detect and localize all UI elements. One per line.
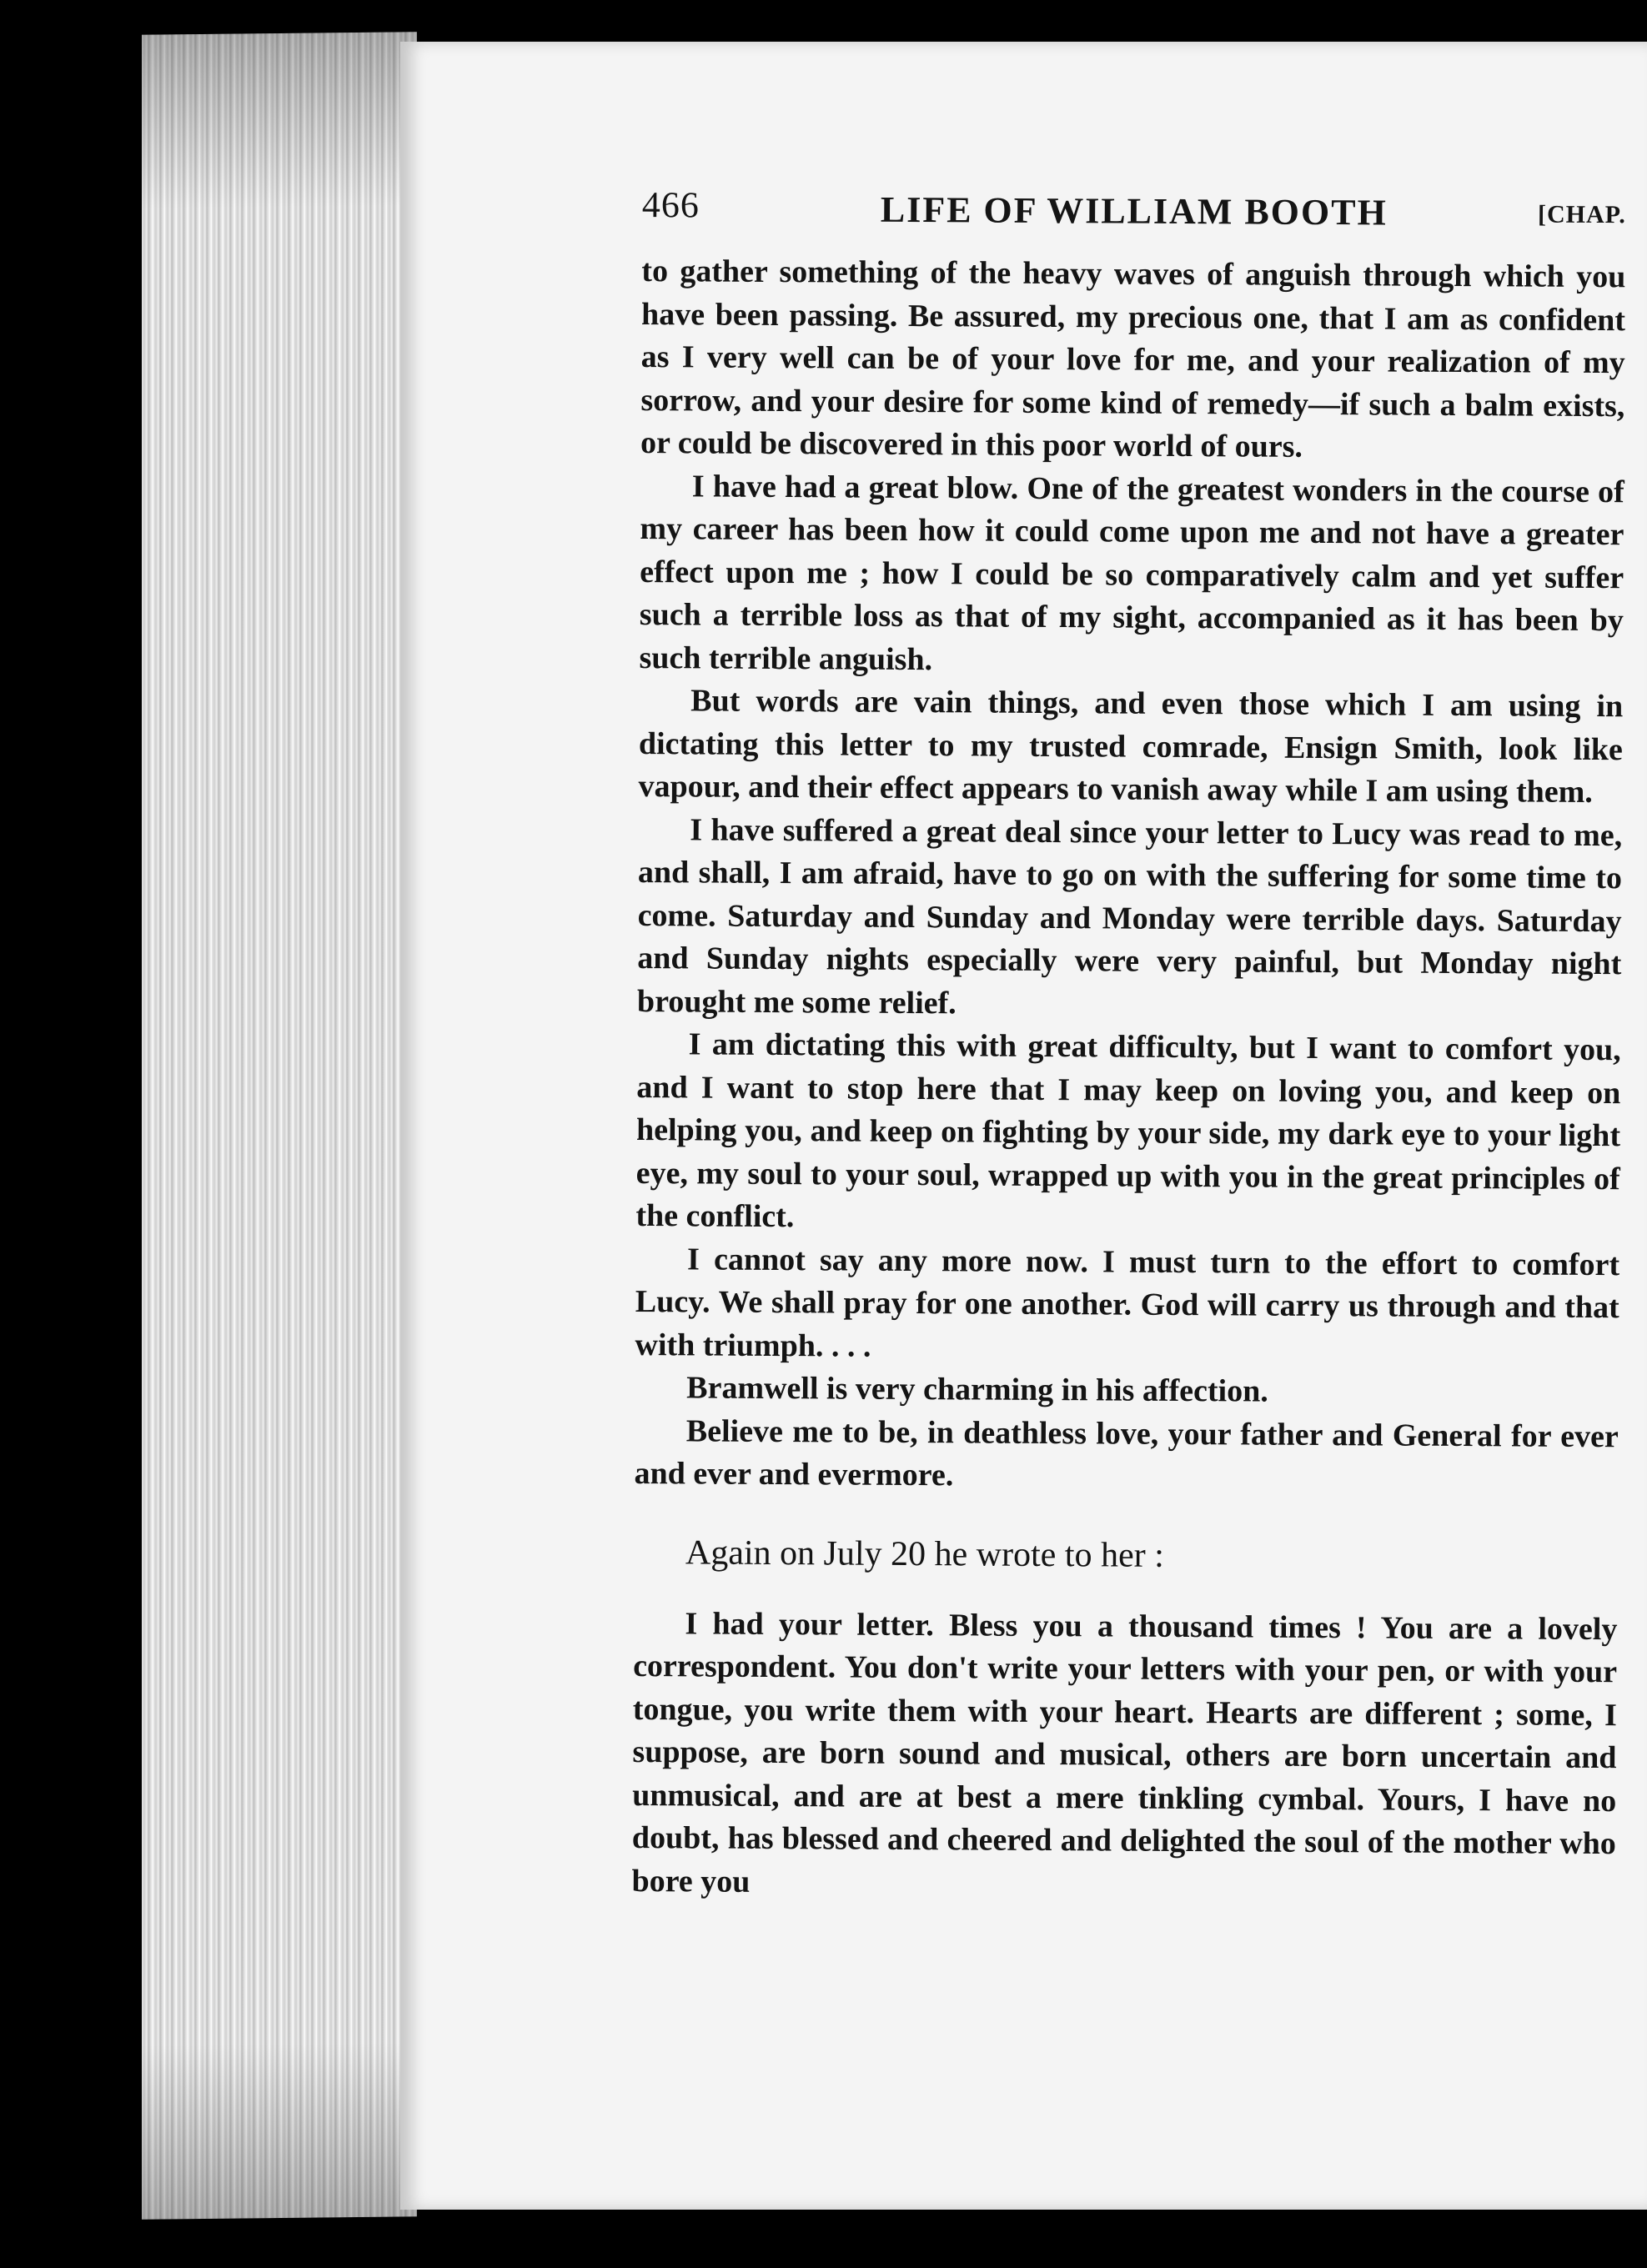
letter-two [631,1602,1617,1909]
letter-paragraph: Bramwell is very charming in his affection. [686,1370,1268,1409]
page-number: 466 [641,183,700,226]
running-title: LIFE OF WILLIAM BOOTH [880,188,1388,233]
letter-one [634,250,1625,1502]
running-head [642,183,1626,256]
letter-paragraph: I am dictating this with great difficulty, but I want to comfort you, and I want to stop here that I may keep on loving you, and keep on helping you, and keep on fighting by your side, my dark eye to your light eye, my soul to your soul, wrapped up with you in the great principles of the conflict. [635,1026,1621,1235]
page-stack-edge [142,32,417,2219]
book-page [400,42,1647,2210]
chapter-mark: [CHAP. [1537,200,1626,229]
letter-paragraph: I have suffered a great deal since your letter to Lucy was read to me, and shall, I am afraid, have to go on with the suffering for some time to come. Saturday and Sunday and Monday were terrible days. Saturday and Sunday nights especially were very painful, but Monday night brought me some relief. [636,811,1623,1021]
letter-paragraph: I have had a great blow. One of the greatest wonders in the course of my career has been how it could come upon me and not have a greater effect upon me ; how I could be so comparatively calm and yet suffer such a terrible loss as that of my sight, accompanied as it has been by such terrible anguish. [639,468,1624,677]
page-content [631,183,1626,1909]
narrative-intro: Again on July 20 he wrote to her : [685,1533,1164,1575]
letter-paragraph: I had your letter. Bless you a thousand times ! You are a lovely correspondent. You don't write your letters with your pen, or with your tongue, you write them with your heart. Hearts are different ; some, I suppose, are born sound and musical, others are born uncertain and unmusical, and are at best a mere tinkling cymbal. Yours, I have no doubt, has blessed and cheered and delighted the soul of the mother who bore you [631,1605,1618,1899]
letter-paragraph: But words are vain things, and even those which I am using in dictating this letter to my trusted comrade, Ensign Smith, look like vapour, and their effect appears to vanish away while I am using them. [638,683,1624,810]
letter-paragraph: to gather something of the heavy waves of anguish through which you have been passing. Be assured, my precious one, that I am as confident as I very well can be of your love for me, and your realization of my sorrow, and your desire for some kind of remedy—if such a balm exists, or could be discovered in this poor world of ours. [640,253,1626,464]
letter-paragraph: I cannot say any more now. I must turn to the effort to comfort Lucy. We shall pray for one another. God will carry us through and that with triumph. . . . [635,1241,1620,1364]
letter-paragraph: Believe me to be, in deathless love, your father and General for ever and ever and evermore. [634,1412,1619,1493]
